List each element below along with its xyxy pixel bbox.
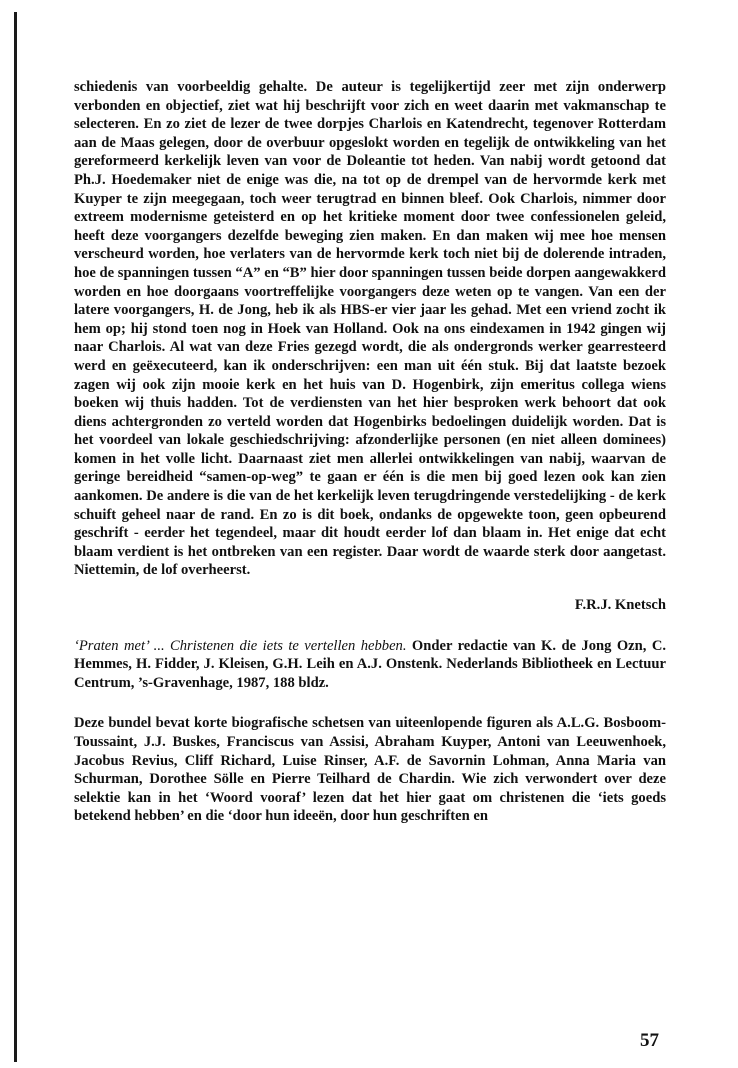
left-margin-rule (14, 12, 17, 1062)
book-citation (74, 637, 666, 693)
page-content (74, 78, 666, 841)
reviewer-signature: F.R.J. Knetsch (574, 597, 666, 614)
page-number: 57 (640, 1030, 659, 1051)
second-review-paragraph: Deze bundel bevat korte biografische schetsen van uiteenlopende figuren als A.L.G. Bosboom-Toussaint, J.J. Buskes, Franciscus van Assisi, Abraham Kuyper, Antoni van Leeuwenhoek, Jacobus Revius, Cliff Richard, Luise Rinser, A.F. de Savornin Lohman, Anna Maria van Schurman, Dorothee Sölle en Pierre Teilhard de Chardin. Wie zich verwondert over deze selektie kan in het ‘Woord vooraf’ lezen dat het hier gaat om christenen die ‘iets goeds betekend hebben’ en die ‘door hun ideeën, door hun geschriften en (74, 715, 666, 825)
book-details: Onder redactie van K. de Jong Ozn, C. Hemmes, H. Fidder, J. Kleisen, G.H. Leih en A.J. Onstenk. Nederlands Bibliotheek en Lectuur Centrum, ’s-Gravenhage, 1987, 188 bldz. (74, 637, 667, 691)
book-title: ‘Praten met’ ... Christenen die iets te vertellen hebben. (74, 637, 407, 654)
review-paragraph: schiedenis van voorbeeldig gehalte. De auteur is tegelijkertijd zeer met zijn onderwerp verbonden en objectief, ziet wat hij beschrijft voor zich en weet daarin met vakmanschap te selecteren. En zo ziet de lezer de twee dorpjes Charlois en Katendrecht, tegenover Rotterdam aan de Maas gelegen, door de overbuur opgeslokt worden en tegelijk de ontwikkeling van het gereformeerd kerkelijk leven van voor de Doleantie tot heden. Van nabij wordt getoond dat Ph.J. Hoedemaker niet de enige was die, na tot op de drempel van de hervormde kerk met Kuyper te zijn meegegaan, toch weer terugtrad en binnen bleef. Ook Charlois, nimmer door extreem modernisme geteisterd en op het kritieke moment door twee confessionelen geleid, heeft deze voorgangers dezelfde beweging zien maken. En dan maken wij mee hoe mensen verscheurd worden, hoe verlaters van de hervormde kerk toch niet bij de dolerende intraden, hoe de spanningen tussen “A” en “B” hier door spanningen tussen beide dorpen aangewakkerd worden en hoe doorgaans voortreffelijke voorgangers deze weten op te vangen. Van een der latere voorgangers, H. de Jong, heb ik als HBS-er vier jaar les gehad. Met een vriend zocht ik hem op; hij stond toen nog in Hoek van Holland. Ook na ons eindexamen in 1942 gingen wij naar Charlois. Al wat van deze Fries gezegd wordt, die als ondergronds werker gearresteerd werd en geëxecuteerd, kan ik onderschrijven: een man uit één stuk. Bij dat laatste bezoek zagen wij ook zijn mooie kerk en het huis van D. Hogenbirk, zijn emeritus collega wiens boeken wij thuis hadden. Tot de verdiensten van het hier besproken werk behoort dat ook diens achtergronden zo verteld worden dat Hogenbirks bedoelingen duidelijk worden. Dat is het voordeel van lokale geschiedschrijving: afzonderlijke personen (en niet alleen dominees) komen in het volle licht. Daarnaast ziet men allerlei ontwikkelingen van nabij, waarvan de geringe bereidheid “samen-op-weg” te gaan er één is die men bij goed lezen ook kan zien aankomen. De andere is die van de het kerkelijk leven terugdringende verstedelijking - de kerk schuift geheel naar de rand. En zo is dit boek, ondanks de opgewekte toon, geen opbeurend geschrift - eerder het tegendeel, maar dit houdt eerder lof dan blaam in. Het enige dat echt blaam verdient is het ontbreken van een register. Daar wordt de waarde sterk door aangetast. Niettemin, de lof overheerst. (74, 79, 666, 579)
